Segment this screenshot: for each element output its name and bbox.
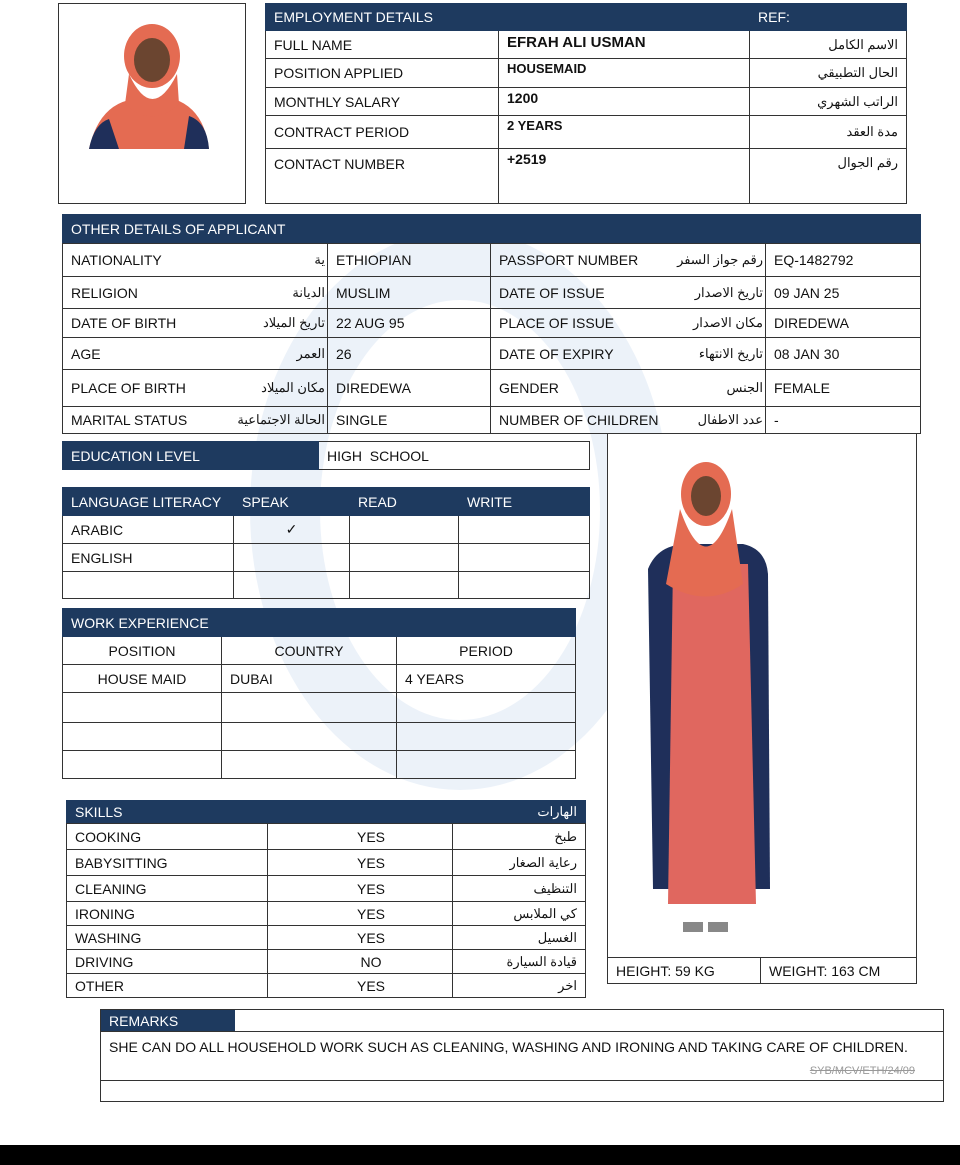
bottom-bar	[0, 1145, 960, 1165]
work-header: WORK EXPERIENCE	[63, 609, 319, 637]
skill-row	[67, 950, 586, 974]
label: MONTHLY SALARY	[266, 88, 499, 116]
reference-stamp: SYB/MCV/ETH/24/09	[809, 1065, 915, 1077]
education-level-row	[62, 441, 590, 470]
col-header: LANGUAGE LITERACY	[63, 488, 234, 516]
label: NATIONALITY	[71, 252, 162, 268]
portrait-photo	[58, 3, 246, 204]
value: EQ-1482792	[766, 244, 921, 277]
arabic-label: تاريخ الانتهاء	[698, 345, 763, 361]
arabic-label: الحالة الاجتماعية	[237, 412, 325, 427]
detail-row	[63, 244, 921, 277]
skill-arabic: قيادة السيارة	[453, 950, 586, 974]
remarks-text: SHE CAN DO ALL HOUSEHOLD WORK SUCH AS CLEANING, WASHING AND IRONING AND TAKING CARE OF CHILDREN.	[109, 1039, 908, 1055]
salary-value: 1200	[499, 88, 750, 116]
education-value: HIGH SCHOOL	[319, 442, 590, 470]
empty-cell	[63, 723, 222, 751]
value: 22 AUG 95	[328, 309, 491, 338]
label: PLACE OF ISSUE	[499, 315, 615, 331]
country-cell: DUBAI	[222, 665, 397, 693]
weight-value: WEIGHT: 163 CM	[761, 958, 917, 984]
detail-row	[63, 309, 921, 338]
skill-value: YES	[268, 850, 453, 876]
speak-check: ✓	[234, 516, 350, 544]
label: POSITION APPLIED	[266, 59, 499, 88]
arabic-label: مدة العقد	[750, 116, 907, 149]
skills-header-arabic: الهارات	[354, 801, 586, 823]
col-header: WRITE	[459, 488, 590, 516]
remarks-box	[100, 1009, 944, 1102]
position-cell: HOUSE MAID	[63, 665, 222, 693]
employment-details-table	[265, 3, 907, 204]
arabic-label: تاريخ الاصدار	[694, 284, 763, 300]
skill-row	[67, 850, 586, 876]
skill-arabic: رعاية الصغار	[453, 850, 586, 876]
detail-row	[63, 338, 921, 370]
col-header: POSITION	[63, 637, 222, 665]
empty-cell	[397, 693, 576, 723]
value: DIREDEWA	[766, 309, 921, 338]
arabic-label: الاسم الكامل	[750, 31, 907, 59]
detail-row	[63, 370, 921, 407]
value: DIREDEWA	[328, 370, 491, 407]
label: DATE OF BIRTH	[71, 315, 177, 331]
empty-cell	[459, 572, 590, 599]
other-details-header: OTHER DETAILS OF APPLICANT	[63, 215, 491, 243]
label: GENDER	[499, 380, 559, 396]
col-header: READ	[350, 488, 459, 516]
height-value: HEIGHT: 59 KG	[608, 958, 761, 984]
arabic-label: مكان الاصدار	[692, 315, 763, 330]
skill-value: NO	[268, 950, 453, 974]
skill-value: YES	[268, 926, 453, 950]
header-blank	[491, 215, 921, 243]
arabic-label: الحال التطبيقي	[750, 59, 907, 88]
value: -	[766, 407, 921, 434]
skill-value: YES	[268, 876, 453, 902]
skill-row	[67, 824, 586, 850]
skill-name: COOKING	[67, 824, 268, 850]
empty-cell	[234, 572, 350, 599]
contact-value: +2519	[499, 149, 750, 204]
speak-check	[234, 544, 350, 572]
position-value: HOUSEMAID	[499, 59, 750, 88]
measurements-row	[607, 957, 917, 984]
empty-cell	[350, 572, 459, 599]
label: DATE OF ISSUE	[499, 284, 605, 301]
skill-arabic: كي الملابس	[453, 902, 586, 926]
empty-cell	[397, 723, 576, 751]
skill-value: YES	[268, 974, 453, 998]
value: ETHIOPIAN	[328, 244, 491, 277]
skill-value: YES	[268, 902, 453, 926]
header-blank	[319, 609, 576, 637]
arabic-label: عدد الاطفال	[697, 412, 763, 427]
skill-name: OTHER	[67, 974, 268, 998]
label: CONTRACT PERIOD	[266, 116, 499, 149]
read-cell	[350, 516, 459, 544]
language-table	[62, 487, 590, 599]
skills-header: SKILLS	[67, 801, 354, 823]
education-label: EDUCATION LEVEL	[63, 442, 319, 470]
detail-row	[63, 277, 921, 309]
skill-name: BABYSITTING	[67, 850, 268, 876]
arabic-label: ية	[314, 252, 325, 267]
arabic-label: تاريخ الميلاد	[262, 315, 325, 330]
skill-value: YES	[268, 824, 453, 850]
skill-row	[67, 974, 586, 998]
label: DATE OF EXPIRY	[499, 345, 614, 362]
skill-arabic: اخر	[453, 974, 586, 998]
skill-row	[67, 926, 586, 950]
value: SINGLE	[328, 407, 491, 434]
arabic-label: رقم جواز السفر	[677, 252, 763, 267]
empty-cell	[222, 693, 397, 723]
arabic-label: مكان الميلاد	[261, 380, 325, 395]
write-cell	[459, 544, 590, 572]
empty-cell	[397, 751, 576, 779]
label: PASSPORT NUMBER	[499, 252, 639, 268]
detail-row	[63, 407, 921, 434]
skills-table	[66, 800, 586, 998]
value: 26	[328, 338, 491, 370]
arabic-label: الجنس	[726, 380, 763, 395]
contract-value: 2 YEARS	[499, 116, 750, 149]
skill-name: IRONING	[67, 902, 268, 926]
language-name: ARABIC	[63, 516, 234, 544]
arabic-label: رقم الجوال	[750, 149, 907, 204]
value: 09 JAN 25	[766, 277, 921, 309]
empty-cell	[63, 751, 222, 779]
label: NUMBER OF CHILDREN	[499, 412, 659, 428]
period-cell: 4 YEARS	[397, 665, 576, 693]
full-body-photo	[607, 433, 917, 958]
value: 08 JAN 30	[766, 338, 921, 370]
label: FULL NAME	[266, 31, 499, 59]
col-header: COUNTRY	[222, 637, 397, 665]
portrait-image	[59, 4, 244, 202]
skill-arabic: طبخ	[453, 824, 586, 850]
ref-label: REF:	[750, 4, 907, 31]
empty-cell	[63, 572, 234, 599]
label: RELIGION	[71, 284, 138, 301]
value: MUSLIM	[328, 277, 491, 309]
skill-name: WASHING	[67, 926, 268, 950]
skill-arabic: التنظيف	[453, 876, 586, 902]
label: PLACE OF BIRTH	[71, 380, 186, 396]
read-cell	[350, 544, 459, 572]
arabic-label: الراتب الشهري	[750, 88, 907, 116]
empty-cell	[63, 693, 222, 723]
employment-header: EMPLOYMENT DETAILS	[266, 4, 750, 31]
label: AGE	[71, 345, 101, 362]
col-header: PERIOD	[397, 637, 576, 665]
arabic-label: الديانة	[292, 284, 325, 300]
empty-cell	[222, 751, 397, 779]
other-details-table	[62, 214, 921, 434]
language-name: ENGLISH	[63, 544, 234, 572]
skill-row	[67, 876, 586, 902]
skill-arabic: الغسيل	[453, 926, 586, 950]
empty-cell	[222, 723, 397, 751]
full-body-image	[608, 434, 914, 954]
col-header: SPEAK	[234, 488, 350, 516]
skill-row	[67, 902, 586, 926]
work-experience-table	[62, 608, 576, 779]
remarks-header: REMARKS	[101, 1010, 235, 1031]
label: CONTACT NUMBER	[266, 149, 499, 204]
arabic-label: العمر	[296, 345, 325, 361]
skill-name: DRIVING	[67, 950, 268, 974]
value: FEMALE	[766, 370, 921, 407]
label: MARITAL STATUS	[71, 412, 188, 428]
full-name-value: EFRAH ALI USMAN	[499, 31, 750, 59]
skill-name: CLEANING	[67, 876, 268, 902]
write-cell	[459, 516, 590, 544]
